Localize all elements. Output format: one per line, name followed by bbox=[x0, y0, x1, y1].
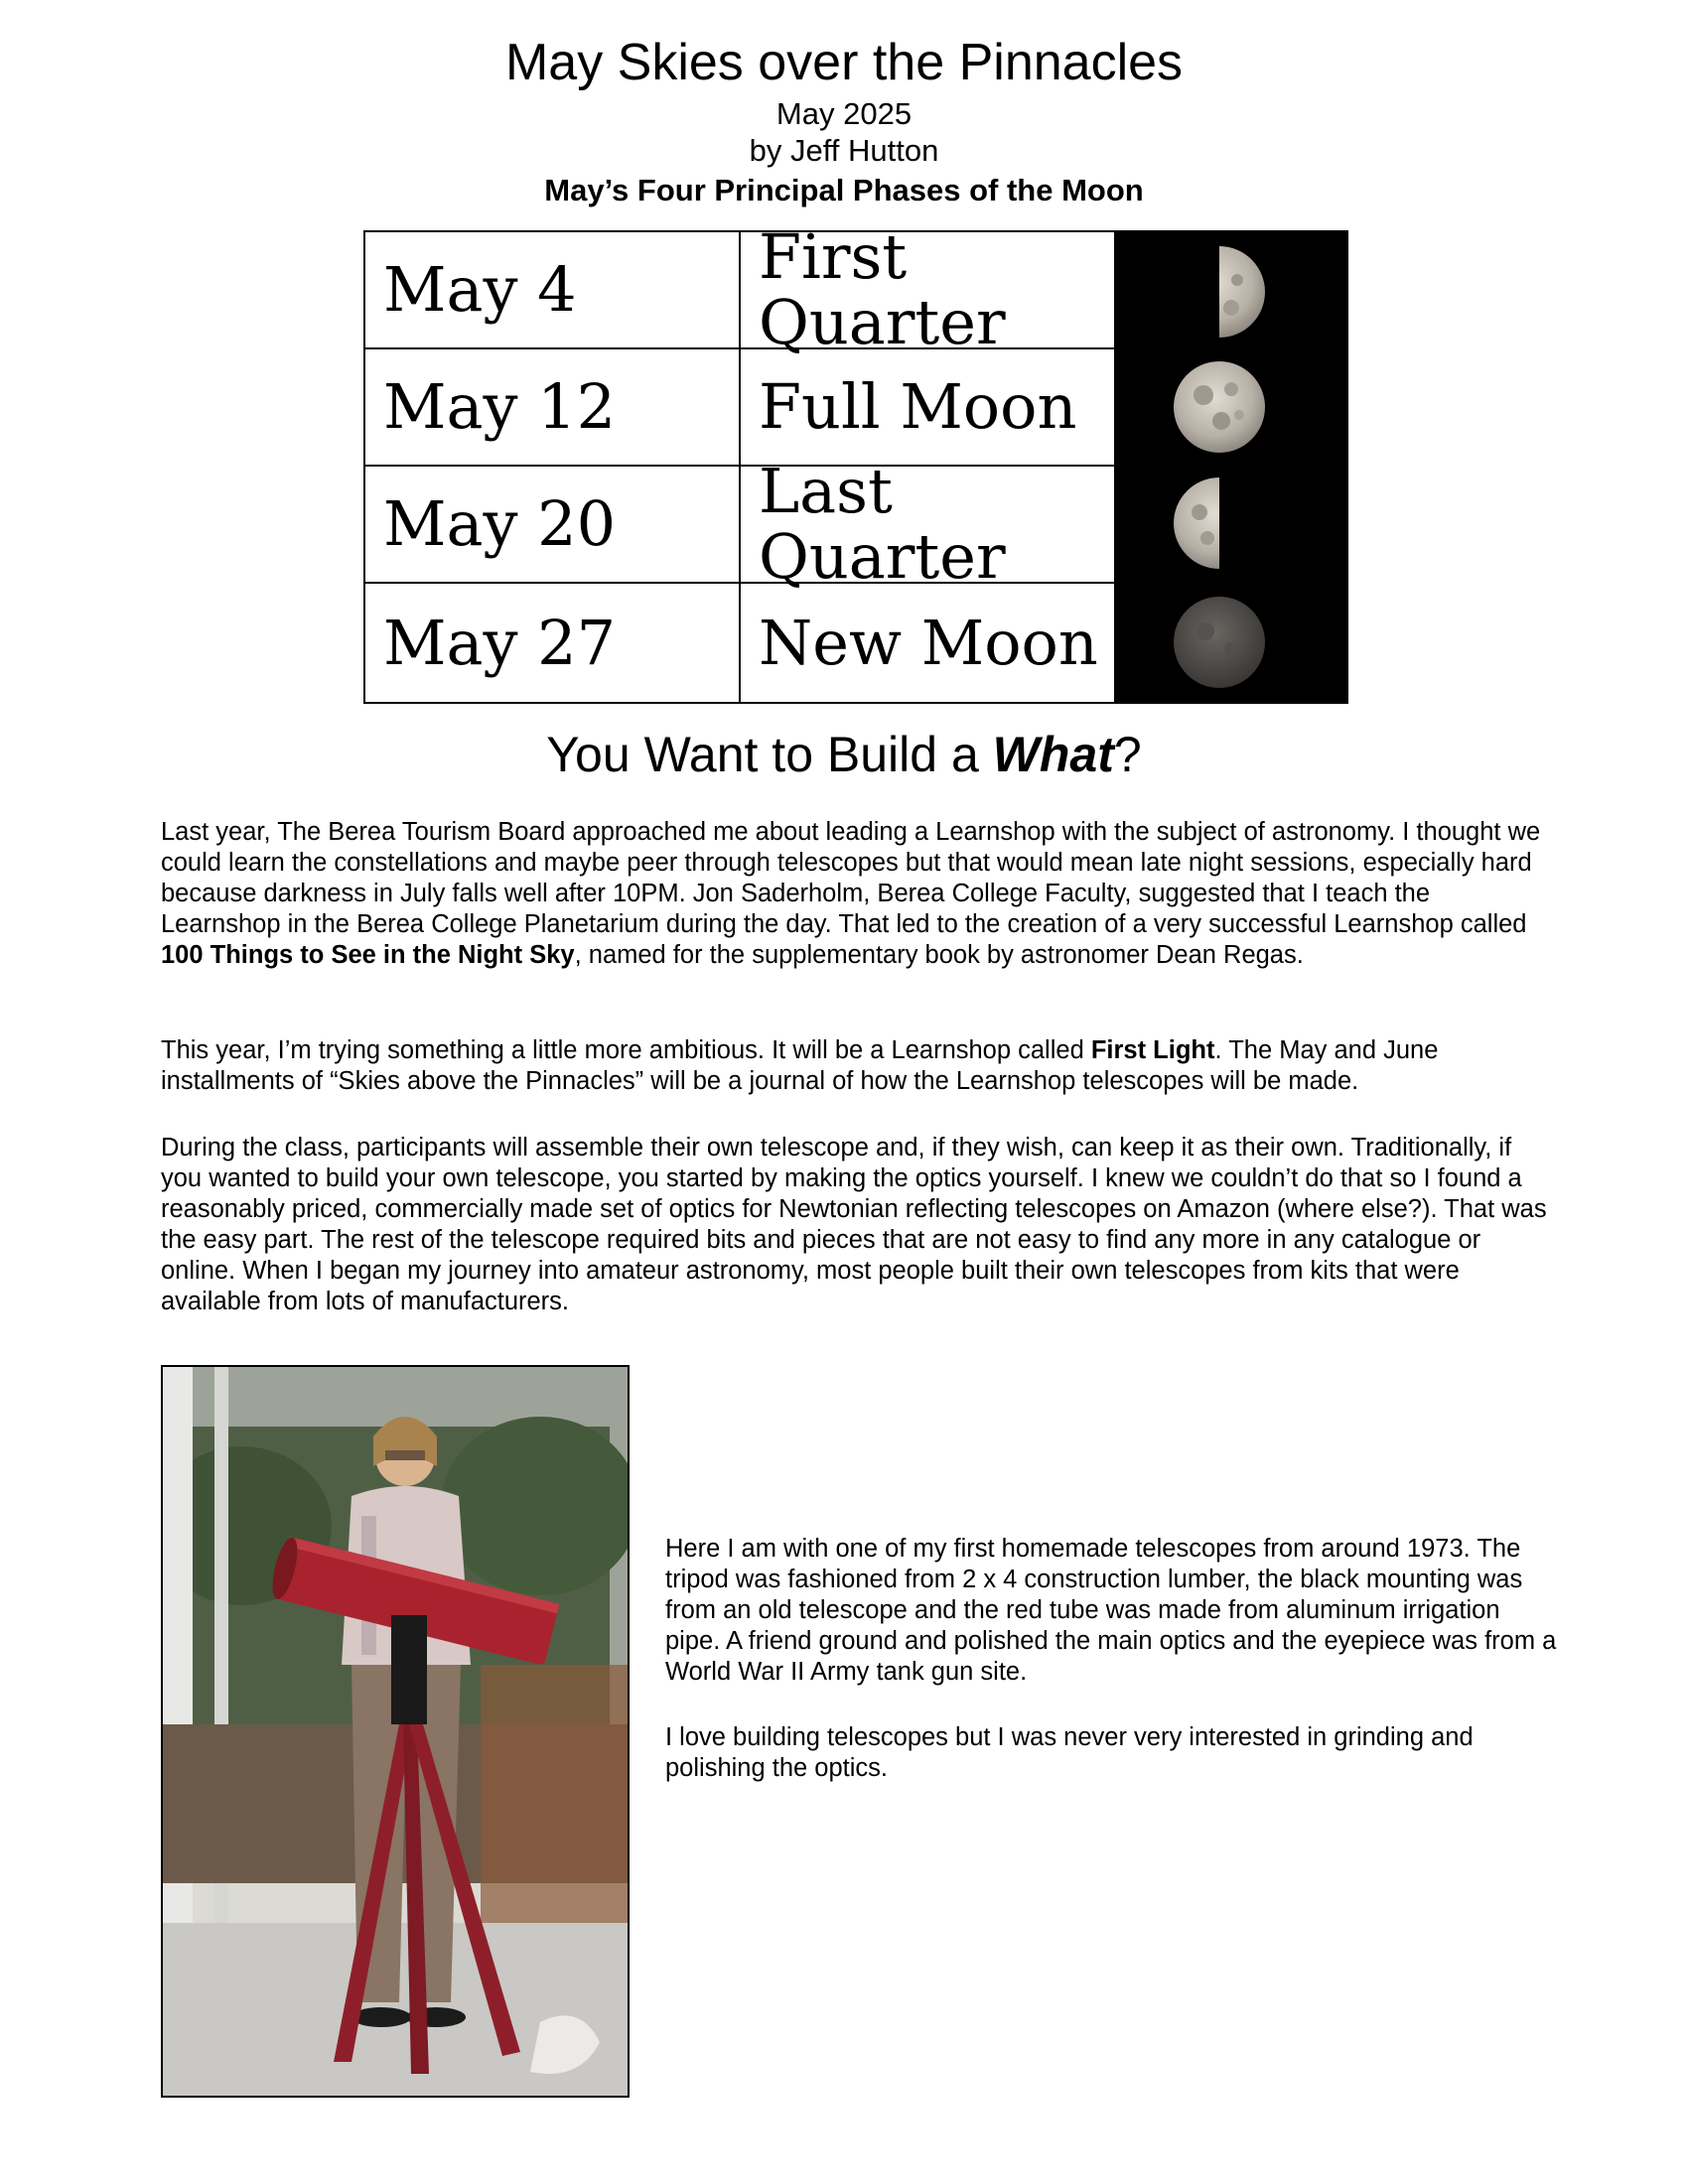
closing-remark: I love building telescopes but I was never very interested in grinding and polishing the optics. bbox=[665, 1723, 1474, 1782]
full-moon-icon bbox=[1174, 361, 1265, 453]
phase-date-cell: May 20 bbox=[363, 465, 741, 584]
moon-phase-table bbox=[363, 220, 1348, 704]
paragraph-first-light: This year, I’m trying something a little more ambitious. It will be a Learnshop called First Light. The May and June installments of “Skies above the Pinnacles” will be a journal of how the Learnshop telescopes will be made. bbox=[161, 1036, 1439, 1095]
phase-date-cell: May 12 bbox=[363, 347, 741, 467]
phase-name-cell: Full Moon bbox=[739, 347, 1116, 467]
new-moon-icon bbox=[1174, 597, 1265, 688]
phase-name-cell: Last Quarter bbox=[739, 465, 1116, 584]
phase-name-cell: First Quarter bbox=[739, 230, 1116, 349]
phase-date-cell: May 4 bbox=[363, 230, 741, 349]
issue-date: May 2025 bbox=[775, 96, 913, 131]
last-quarter-moon-icon bbox=[1174, 478, 1265, 569]
moon-phase-images bbox=[1114, 230, 1348, 704]
page-title: May Skies over the Pinnacles bbox=[504, 34, 1184, 91]
paragraph-class-overview: During the class, participants will assemble their own telescope and, if they wish, can keep it as their own. Traditionally, if you wanted to build your own telescope, you started by making the optics yourself. I knew we couldn’t do that so I found a reasonably priced, commercially made set of optics for Newtonian reflecting telescopes on Amazon (where else?). That was the easy part. The rest of the telescope required bits and pieces that are not easy to find any more in any catalogue or online. When I began my journey into amateur astronomy, most people built their own telescopes from kits that were available from lots of manufacturers. bbox=[161, 1134, 1547, 1315]
phases-heading: May’s Four Principal Phases of the Moon bbox=[544, 173, 1144, 207]
phase-date-cell: May 27 bbox=[363, 582, 741, 704]
first-quarter-moon-icon bbox=[1174, 246, 1265, 338]
photo-caption: Here I am with one of my first homemade telescopes from around 1973. The tripod was fashioned from 2 x 4 construction lumber, the black mounting was from an old telescope and the red tube was made from aluminum irrigation pipe. A friend ground and polished the main optics and the eyepiece was from a World War II Army tank gun site. bbox=[665, 1535, 1557, 1686]
phase-name-cell: New Moon bbox=[739, 582, 1116, 704]
author-byline: by Jeff Hutton bbox=[749, 133, 939, 168]
telescope-photo bbox=[161, 1365, 630, 2098]
paragraph-learnshop-history: Last year, The Berea Tourism Board approached me about leading a Learnshop with the subject of astronomy. I thought we could learn the constellations and maybe peer through telescopes but that would mean late night sessions, especially hard because darkness in July falls well after 10PM. Jon Saderholm, Berea College Faculty, suggested that I teach the Learnshop in the Berea College Planetarium during the day. That led to the creation of a very successful Learnshop called 100 Things to See in the Night Sky, named for the supplementary book by astronomer Dean Regas. bbox=[161, 818, 1541, 969]
section-heading: You Want to Build a What? bbox=[546, 727, 1142, 782]
